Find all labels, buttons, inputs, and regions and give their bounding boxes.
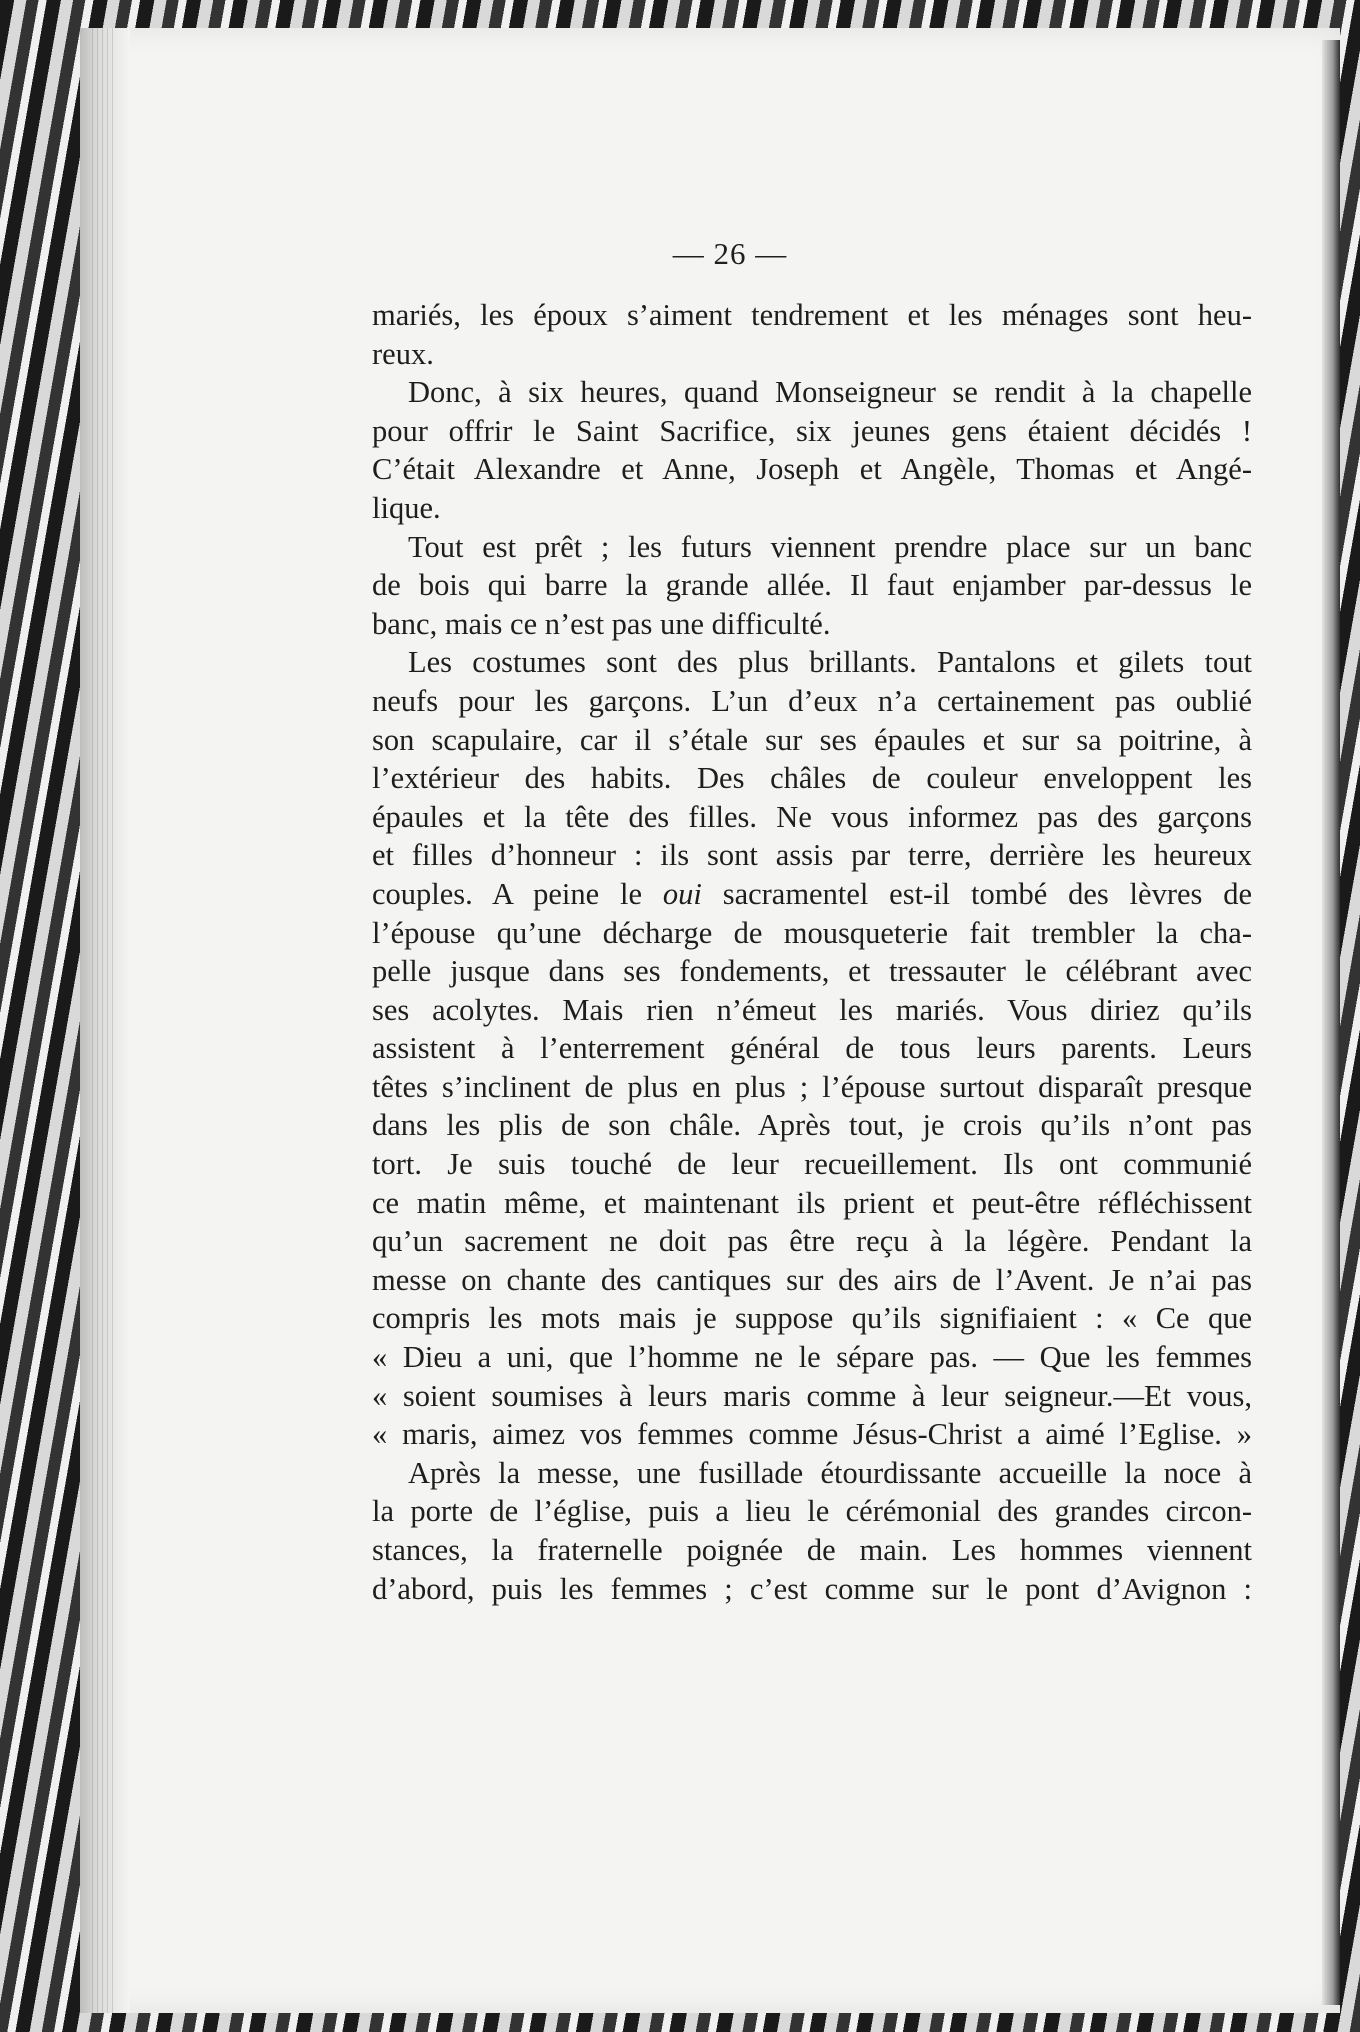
text-line: épaules et la tête des filles. Ne vous informez pas des garçons bbox=[372, 799, 1252, 834]
text-line: mariés, les époux s’aiment tendrement et les ménages sont heu- bbox=[372, 298, 1252, 332]
text-line: ses acolytes. Mais rien n’émeut les mariés. Vous diriez qu’ils bbox=[372, 992, 1252, 1027]
text-line: qu’un sacrement ne doit pas être reçu à la légère. Pendant la bbox=[372, 1224, 1252, 1259]
text-line: reux. bbox=[372, 336, 434, 371]
text-line: Tout est prêt ; les futurs viennent prendre place sur un banc bbox=[408, 529, 1252, 564]
text-line: pour offrir le Saint Sacrifice, six jeunes gens étaient décidés ! bbox=[372, 413, 1252, 448]
text-line: Après la messe, une fusillade étourdissante accueille la noce à bbox=[408, 1455, 1252, 1490]
text-line: son scapulaire, car il s’étale sur ses épaules et sur sa poitrine, à bbox=[372, 722, 1252, 757]
text-line: tort. Je suis touché de leur recueillement. Ils ont communié bbox=[372, 1147, 1252, 1182]
page-number: — 26 — bbox=[672, 236, 788, 271]
text-line: neufs pour les garçons. L’un d’eux n’a certainement pas oublié bbox=[372, 683, 1252, 718]
text-line: Donc, à six heures, quand Monseigneur se rendit à la chapelle bbox=[408, 375, 1252, 410]
text-line: « Dieu a uni, que l’homme ne le sépare pas. — Que les femmes bbox=[372, 1340, 1252, 1375]
text-line: messe on chante des cantiques sur des airs de l’Avent. Je n’ai pas bbox=[372, 1262, 1252, 1297]
text-line: pelle jusque dans ses fondements, et tressauter le célébrant avec bbox=[372, 954, 1252, 989]
text-line: d’abord, puis les femmes ; c’est comme sur le pont d’Avignon : bbox=[372, 1571, 1252, 1606]
text-line: « maris, aimez vos femmes comme Jésus-Christ a aimé l’Eglise. » bbox=[372, 1417, 1252, 1452]
text-line: assistent à l’enterrement général de tous leurs parents. Leurs bbox=[372, 1031, 1252, 1066]
page-right-edge bbox=[1322, 40, 1340, 2005]
text-line: Les costumes sont des plus brillants. Pantalons et gilets tout bbox=[408, 645, 1252, 680]
text-line: de bois qui barre la grande allée. Il faut enjamber par-dessus le bbox=[372, 568, 1252, 603]
text-line: l’extérieur des habits. Des châles de couleur enveloppent les bbox=[372, 761, 1252, 796]
text-line: la porte de l’église, puis a lieu le cérémonial des grandes circon- bbox=[372, 1494, 1252, 1529]
text-line: et filles d’honneur : ils sont assis par terre, derrière les heureux bbox=[372, 838, 1252, 873]
text-line: dans les plis de son châle. Après tout, je crois qu’ils n’ont pas bbox=[372, 1108, 1252, 1143]
text-line: C’était Alexandre et Anne, Joseph et Angèle, Thomas et Angé- bbox=[372, 452, 1252, 487]
text-line: ce matin même, et maintenant ils prient et peut-être réfléchissent bbox=[372, 1185, 1252, 1220]
text-line: compris les mots mais je suppose qu’ils signifiaient : « Ce que bbox=[372, 1301, 1252, 1336]
text-line: l’épouse qu’une décharge de mousqueterie fait trembler la cha- bbox=[372, 915, 1252, 950]
italic-word: oui bbox=[662, 876, 702, 911]
binding-edge-lines bbox=[92, 28, 114, 2013]
text-line: lique. bbox=[372, 490, 441, 525]
text-line: têtes s’inclinent de plus en plus ; l’épouse surtout disparaît presque bbox=[372, 1069, 1252, 1104]
text-line: couples. A peine le oui sacramentel est-il tombé des lèvres de bbox=[372, 876, 1252, 911]
body-text bbox=[372, 296, 1252, 1608]
text-line: stances, la fraternelle poignée de main. Les hommes viennent bbox=[372, 1533, 1252, 1567]
text-line: banc, mais ce n’est pas une difficulté. bbox=[372, 606, 831, 641]
text-line: « soient soumises à leurs maris comme à leur seigneur.—Et vous, bbox=[372, 1378, 1252, 1413]
